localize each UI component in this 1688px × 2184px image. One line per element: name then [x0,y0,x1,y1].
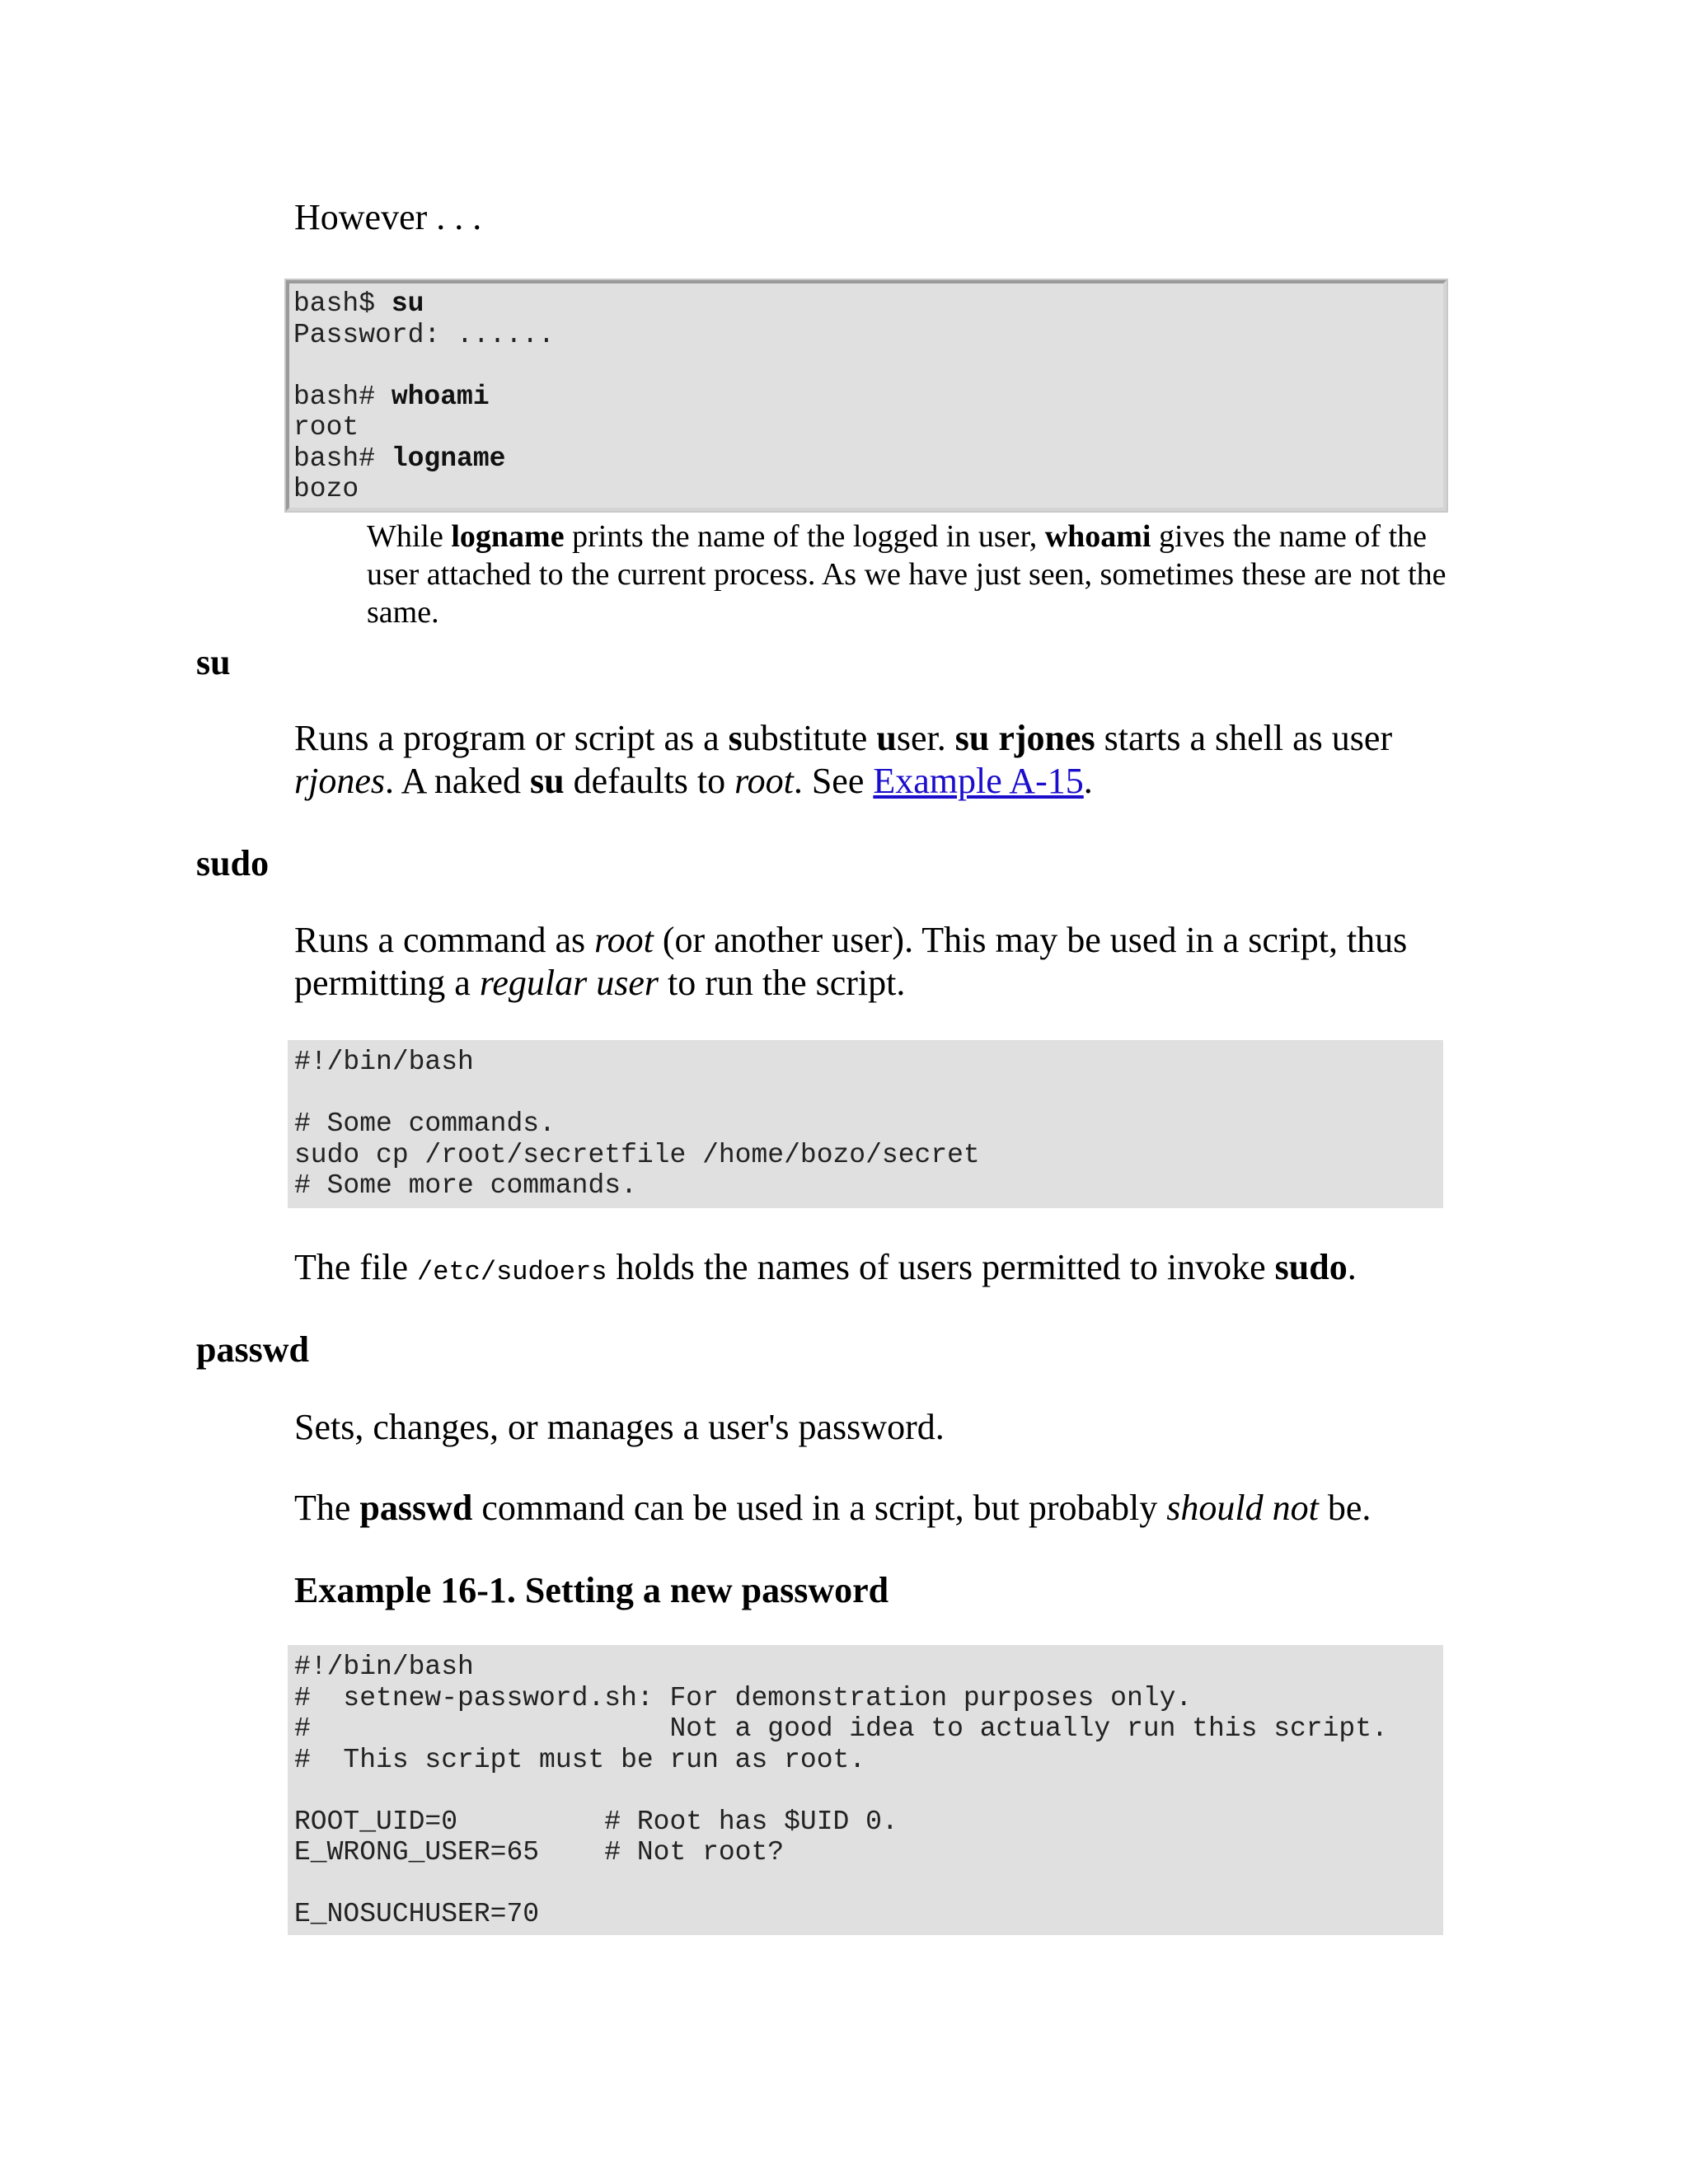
note-paragraph: While logname prints the name of the logged in user, whoami gives the name of the user attached to the current process. As we have just seen, sometimes these are not the same. [367,519,1447,630]
terminal-output: bash$ su Password: ...... bash# whoami root bash# logname bozo [293,288,555,504]
term-sudo: sudo [196,843,270,883]
intro-text: However . . . [294,197,482,237]
passwd-description: Sets, changes, or manages a user's password. [294,1407,945,1447]
sudo-description: Runs a command as root (or another user). This may be used in a script, thus permitting a regular user to run the script. [294,920,1408,1003]
su-description: Runs a program or script as a substitute user. su rjones starts a shell as user rjones. A naked su defaults to root. See Example A-15. [294,718,1393,801]
passwd-note: The passwd command can be used in a script, but probably should not be. [294,1488,1372,1528]
term-su: su [196,642,231,682]
sudo-code-box [288,1040,1443,1208]
example-title: Example 16-1. Setting a new password [294,1570,889,1610]
passwd-code: #!/bin/bash # setnew-password.sh: For demonstration purposes only. # Not a good idea to actually run this script. # This script must be run as root. ROOT_UID=0 # Root has $UID 0. E_WRONG_USER=65 # Not root? E_NOSUCHUSER=70 [294,1652,1388,1929]
sudo-code: #!/bin/bash # Some commands. sudo cp /root/secretfile /home/bozo/secret # Some more commands. [294,1047,980,1201]
term-passwd: passwd [196,1329,309,1370]
sudoers-note: The file /etc/sudoers holds the names of users permitted to invoke sudo. [294,1247,1357,1287]
passwd-code-box [288,1645,1443,1935]
example-a15-link[interactable]: Example A-15 [873,761,1084,801]
terminal-box [286,280,1447,511]
